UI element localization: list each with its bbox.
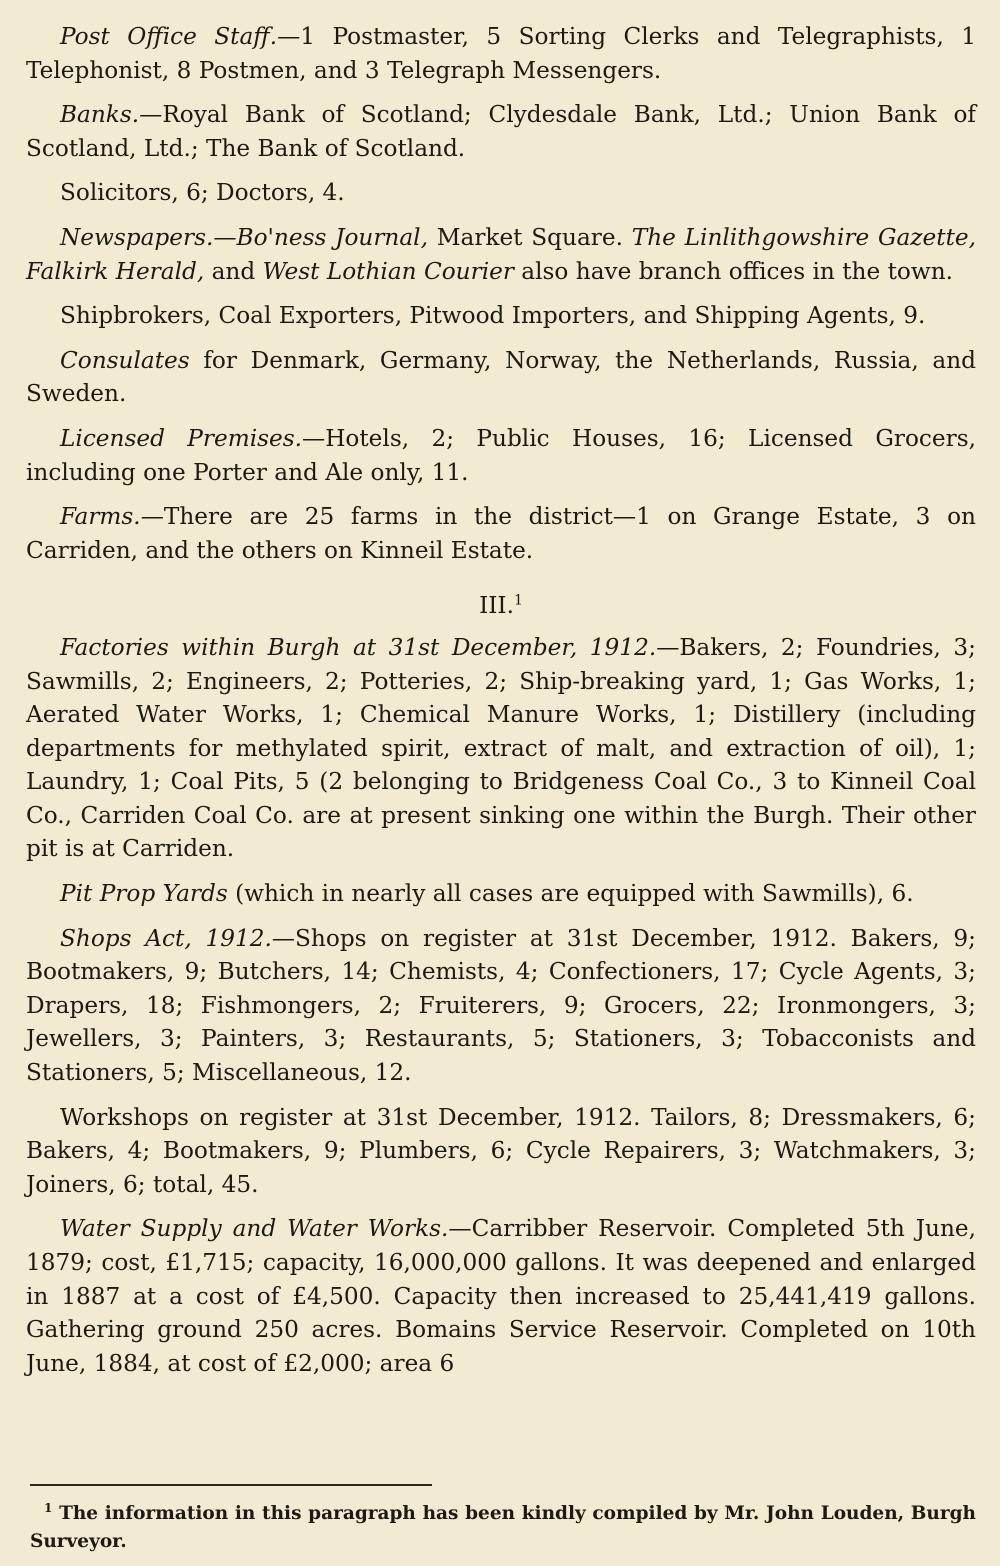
shops-act-paragraph: [26, 922, 976, 1090]
licensed-premises-text: —Hotels, 2; Public Houses, 16; Licensed Grocers, including one Porter and Ale only, 11.: [26, 424, 976, 486]
water-supply-text: —Carribber Reservoir. Completed 5th June, 1879; cost, £1,715; capacity, 16,000,000 gallons. It was deepened and enlarged in 1887 at a cost of £4,500. Capacity then increased to 25,441,419 gallons. Gathering ground 250 acres. Bomains Service Reservoir. Completed on 10th June, 1884, at cost of £2,000; area 6: [26, 1215, 976, 1377]
factories-heading: Factories within Burgh at 31st December, 1912.: [60, 633, 657, 661]
footnote-reference: 1: [513, 592, 523, 609]
water-supply-paragraph: [26, 1212, 976, 1380]
newspapers-text-3: also have branch offices in the town.: [513, 257, 954, 285]
footnote-divider: [30, 1484, 432, 1486]
consulates-text: for Denmark, Germany, Norway, the Netherlands, Russia, and Sweden.: [26, 346, 976, 408]
factories-text: —Bakers, 2; Foundries, 3; Sawmills, 2; Engineers, 2; Potteries, 2; Ship-breaking yard, 1; Gas Works, 1; Aerated Water Works, 1; Chemical Manure Works, 1; Distillery (including departments for methylated spirit, extract of malt, and extraction of oil), 1; Laundry, 1; Coal Pits, 5 (2 belonging to Bridgeness Coal Co., 3 to Kinneil Coal Co., Carriden Coal Co. are at present sinking one within the Burgh. Their other pit is at Carriden.: [26, 633, 976, 863]
banks-paragraph: [26, 98, 976, 165]
pit-prop-paragraph: [26, 877, 976, 911]
shipbrokers-text: Shipbrokers, Coal Exporters, Pitwood Importers, and Shipping Agents, 9.: [60, 302, 926, 330]
footnote-text: The information in this paragraph has been kindly compiled by Mr. John Louden, Burgh Surveyor.: [30, 1503, 977, 1552]
pit-prop-text: (which in nearly all cases are equipped with Sawmills), 6.: [227, 880, 914, 908]
workshops-text: Workshops on register at 31st December, 1912. Tailors, 8; Dressmakers, 6; Bakers, 4; Bootmakers, 9; Plumbers, 6; Cycle Repairers, 3; Watchmakers, 3; Joiners, 6; total, 45.: [26, 1103, 976, 1198]
section-number: III.: [479, 592, 514, 620]
newspapers-paragraph: [26, 221, 976, 288]
farms-paragraph: [26, 500, 976, 567]
post-office-staff-paragraph: [26, 20, 976, 87]
shipbrokers-paragraph: [26, 299, 976, 333]
consulates-paragraph: [26, 344, 976, 411]
newspapers-heading: Newspapers.—Bo'ness Journal,: [60, 223, 428, 251]
licensed-premises-paragraph: [26, 422, 976, 489]
post-office-staff-heading: Post Office Staff.: [60, 23, 278, 50]
factories-paragraph: [26, 631, 976, 866]
post-office-staff-text: —1 Postmaster, 5 Sorting Clerks and Telegraphists, 1 Telephonist, 8 Postmen, and 3 Telegraph Messengers.: [26, 23, 977, 84]
farms-text: —There are 25 farms in the district—1 on Grange Estate, 3 on Carriden, and the others on Kinneil Estate.: [26, 503, 976, 564]
pit-prop-heading: Pit Prop Yards: [60, 880, 228, 908]
solicitors-paragraph: [26, 176, 976, 210]
shops-act-text: —Shops on register at 31st December, 1912. Bakers, 9; Bootmakers, 9; Butchers, 14; Chemists, 4; Confectioners, 17; Cycle Agents, 3; Drapers, 18; Fishmongers, 2; Fruiterers, 9; Grocers, 22; Ironmongers, 3; Jewellers, 3; Painters, 3; Restaurants, 5; Stationers, 3; Tobacconists and Stationers, 5; Miscellaneous, 12.: [26, 924, 976, 1087]
farms-heading: Farms.: [60, 503, 141, 531]
banks-heading: Banks.: [60, 101, 140, 129]
water-supply-heading: Water Supply and Water Works.: [60, 1215, 449, 1243]
newspapers-text-2: and: [204, 257, 263, 285]
consulates-heading: Consulates: [60, 346, 190, 374]
workshops-paragraph: [26, 1101, 976, 1202]
shops-act-heading: Shops Act, 1912.: [60, 924, 272, 952]
newspaper-title-2: The Linlithgowshire Gazette, Falkirk Herald,: [26, 223, 976, 285]
newspaper-title-3: West Lothian Courier: [262, 257, 514, 285]
footnote-mark: 1: [44, 1500, 53, 1515]
licensed-premises-heading: Licensed Premises.: [60, 424, 302, 452]
newspapers-text-1: Market Square.: [427, 223, 632, 251]
solicitors-text: Solicitors, 6; Doctors, 4.: [60, 179, 345, 207]
footnote: [30, 1500, 976, 1556]
banks-text: —Royal Bank of Scotland; Clydesdale Bank, Ltd.; Union Bank of Scotland, Ltd.; The Bank of Scotland.: [26, 101, 976, 162]
section-heading: [26, 589, 976, 623]
